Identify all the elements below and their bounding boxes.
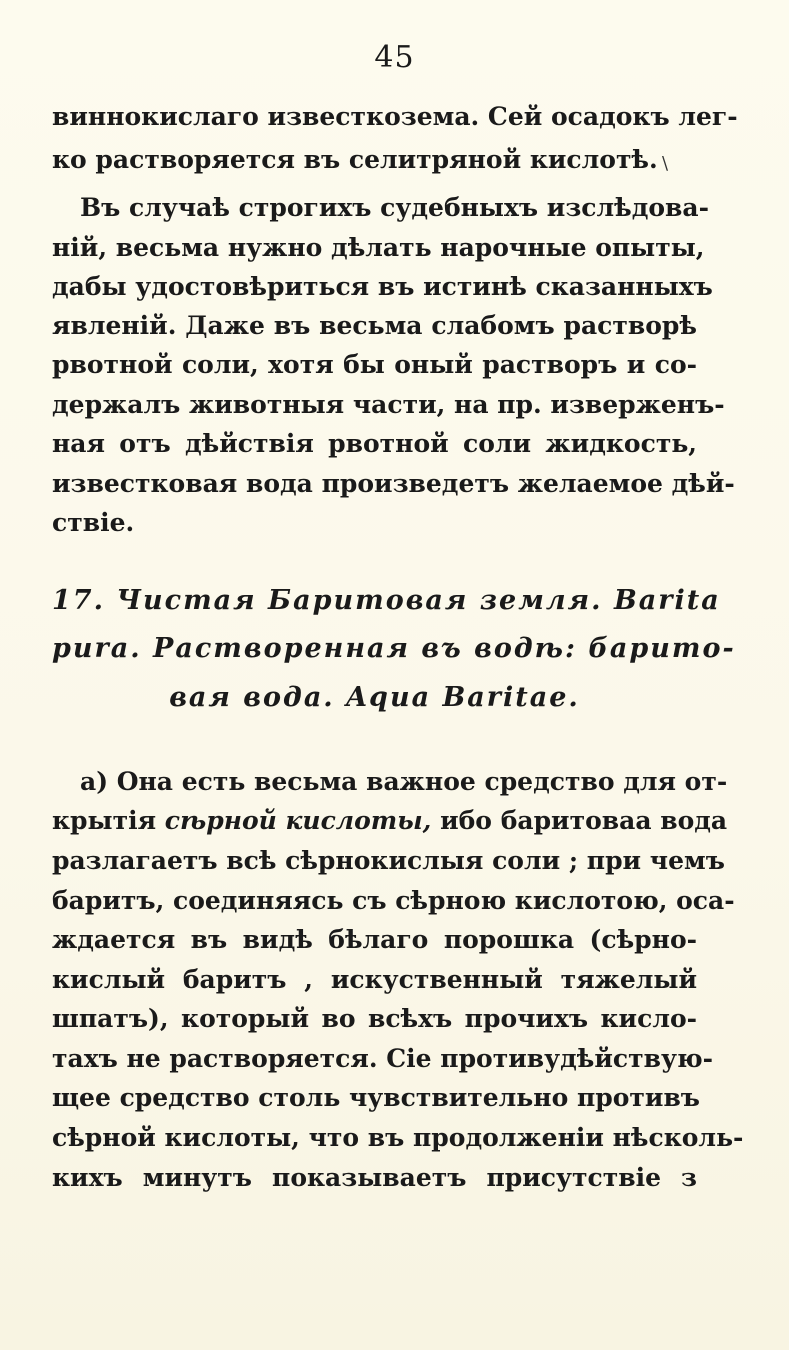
text-line: сѣрной кислоты, что въ продолженіи нѣсколь- <box>52 1123 744 1152</box>
text-run: ибо баритоваа вода <box>431 806 728 835</box>
text-line: держалъ животныя части, на пр. изверженъ- <box>52 390 725 419</box>
text-run: крытія <box>52 806 165 835</box>
text-line: явленій. Даже въ весьма слабомъ растворѣ <box>52 311 697 340</box>
text-line: виннокислаго известкозема. Сей осадокъ лег- <box>52 102 738 131</box>
stray-mark: \ <box>662 153 669 174</box>
text-line: ствіе. <box>52 508 135 537</box>
section-heading: 17. Чистая Баритовая земля. Barita <box>52 585 721 616</box>
text-line: ній, весьма нужно дѣлать нарочные опыты, <box>52 233 705 262</box>
section-heading: вая вода. Aqua Baritae. <box>169 682 580 713</box>
italic-term: сѣрной кислоты, <box>164 806 432 835</box>
text-line: баритъ, соединяясь съ сѣрною кислотою, оса- <box>52 886 735 915</box>
text-line: Въ случаѣ строгихъ судебныхъ изслѣдова- <box>80 193 709 222</box>
section-heading: pura. Растворенная въ водѣ: барито- <box>52 633 736 664</box>
text-line: известковая вода произведетъ желаемое дѣй- <box>52 469 735 498</box>
text-line: дабы удостовѣриться въ истинѣ сказанныхъ <box>52 272 713 301</box>
text-line: а) Она есть весьма важное средство для от- <box>80 767 728 796</box>
text-line: ко растворяется въ селитряной кислотѣ. <box>52 145 658 174</box>
text-line: ная отъ дѣйствія рвотной соли жидкость, <box>52 429 697 458</box>
text-line: разлагаетъ всѣ сѣрнокислыя соли ; при чемъ <box>52 846 725 875</box>
text-line <box>52 806 728 836</box>
text-line: шпатъ), который во всѣхъ прочихъ кисло- <box>52 1004 697 1033</box>
text-line: тахъ не растворяется. Сіе противудѣйствую- <box>52 1044 714 1073</box>
text-line: кислый баритъ , искуственный тяжелый <box>52 965 697 994</box>
text-line: кихъ минутъ показываетъ присутствіе з <box>52 1163 697 1192</box>
text-line: ждается въ видѣ бѣлаго порошка (сѣрно- <box>52 925 697 954</box>
page-number: 45 <box>374 40 415 75</box>
text-line: щее средство столь чувствительно противъ <box>52 1083 700 1112</box>
text-line: рвотной соли, хотя бы оный растворъ и со- <box>52 350 697 379</box>
